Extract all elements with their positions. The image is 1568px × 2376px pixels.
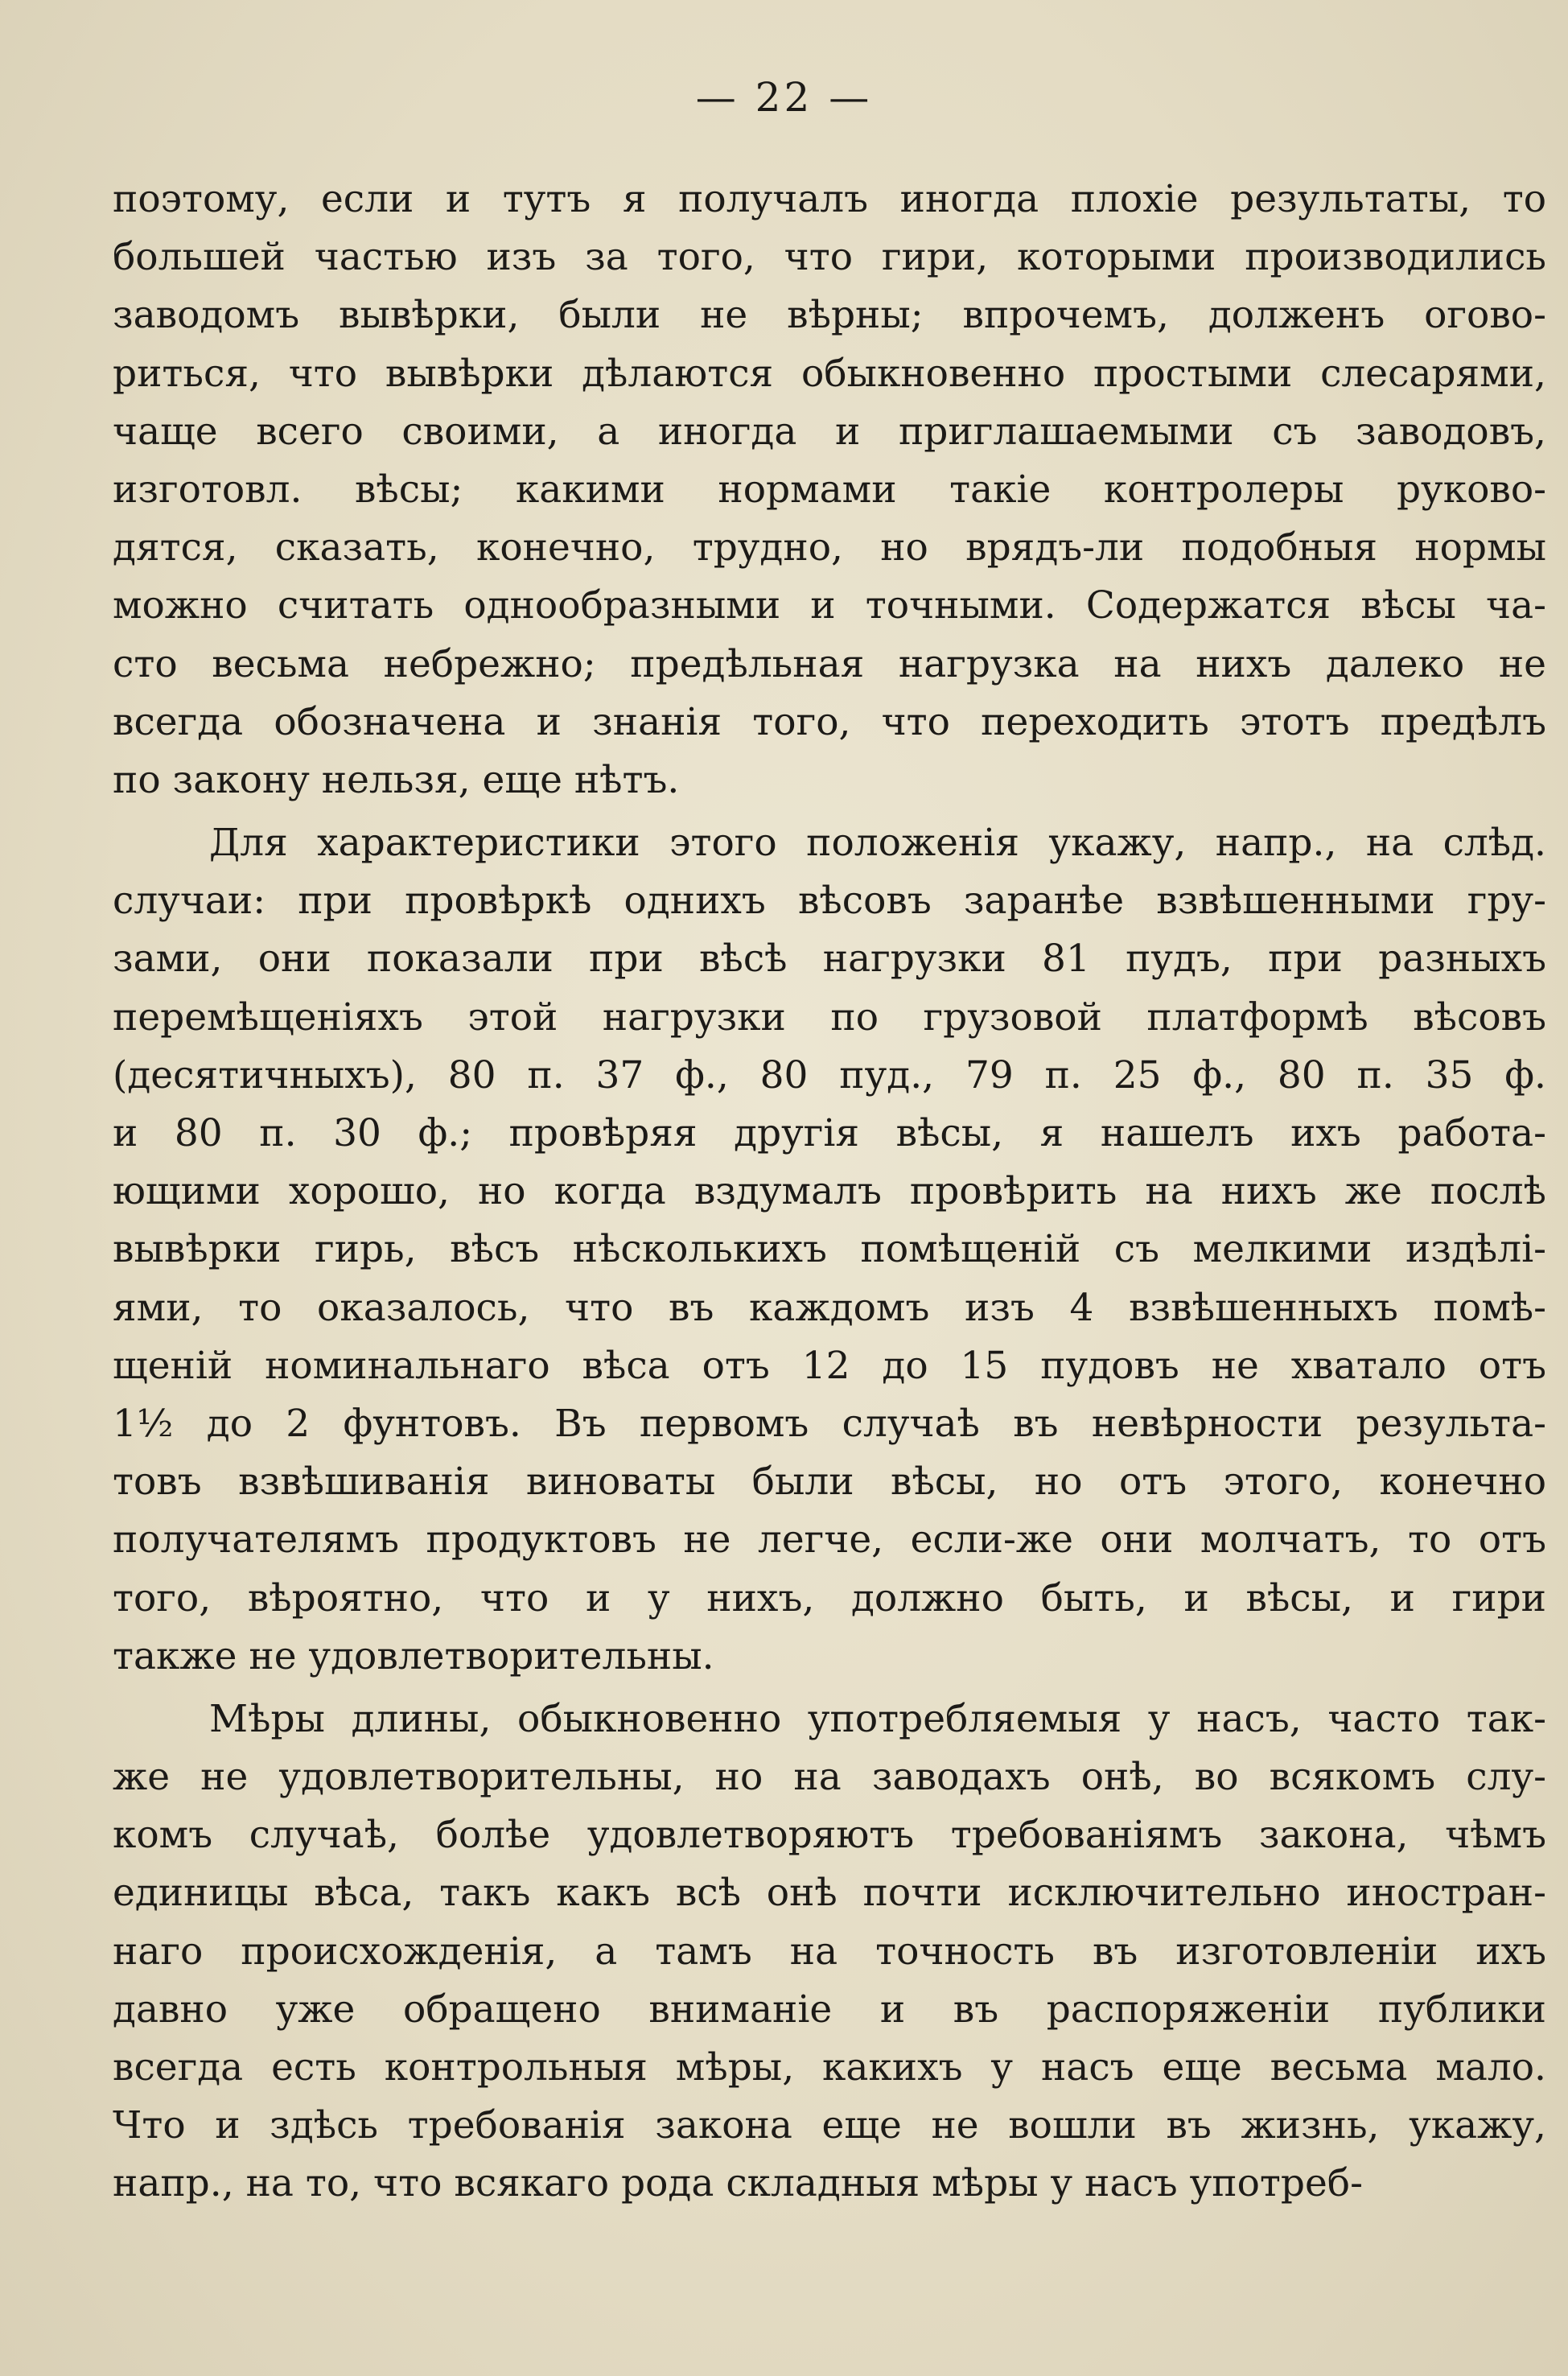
text-line: дятся, сказать, конечно, трудно, но врядъ-ли подобныя нормы — [113, 525, 1546, 570]
paragraph — [113, 1690, 1546, 2213]
text-line: товъ взвѣшиванія виноваты были вѣсы, но отъ этого, конечно — [113, 1460, 1546, 1505]
text-line: напр., на то, что всякаго рода складныя мѣры у насъ употреб- — [113, 2161, 1363, 2206]
text-line: случаи: при провѣркѣ однихъ вѣсовъ заранѣе взвѣшенными гру- — [113, 879, 1546, 924]
text-line: комъ случаѣ, болѣе удовлетворяютъ требованіямъ закона, чѣмъ — [113, 1813, 1546, 1858]
text-line: того, вѣроятно, что и у нихъ, должно быть, и вѣсы, и гири — [113, 1575, 1546, 1620]
text-line: зами, они показали при вѣсѣ нагрузки 81 пудъ, при разныхъ — [113, 937, 1546, 982]
text-line: можно считать однообразными и точными. Содержатся вѣсы ча- — [113, 583, 1546, 628]
text-line: чаще всего своими, а иногда и приглашаемыми съ заводовъ, — [113, 409, 1546, 454]
text-line: заводомъ вывѣрки, были не вѣрны; впрочемъ, долженъ огово- — [113, 293, 1546, 338]
paragraph — [113, 814, 1546, 1686]
text-line: (десятичныхъ), 80 п. 37 ф., 80 пуд., 79 п. 25 ф., 80 п. 35 ф. — [113, 1052, 1546, 1097]
text-line: изготовл. вѣсы; какими нормами такіе контролеры руково- — [113, 467, 1546, 512]
text-line: наго происхожденія, а тамъ на точность въ изготовленіи ихъ — [113, 1929, 1546, 1974]
text-line: также не удовлетворительны. — [113, 1633, 714, 1678]
text-line: Мѣры длины, обыкновенно употребляемыя у насъ, часто так- — [209, 1696, 1546, 1741]
text-line: риться, что вывѣрки дѣлаются обыкновенно простыми слесарями, — [113, 351, 1546, 396]
text-line: всегда обозначена и знанія того, что переходить этотъ предѣлъ — [113, 699, 1546, 744]
text-line: и 80 п. 30 ф.; провѣряя другія вѣсы, я нашелъ ихъ работа- — [113, 1111, 1546, 1155]
text-line: же не удовлетворительны, но на заводахъ онѣ, во всякомъ слу- — [113, 1755, 1546, 1800]
text-line: Что и здѣсь требованія закона еще не вошли въ жизнь, укажу, — [113, 2103, 1546, 2148]
paragraph — [113, 171, 1546, 809]
text-line: большей частью изъ за того, что гири, которыми производились — [113, 235, 1546, 280]
text-line: Для характеристики этого положенія укажу, напр., на слѣд. — [209, 821, 1546, 866]
text-line: получателямъ продуктовъ не легче, если-же они молчатъ, то отъ — [113, 1517, 1546, 1563]
text-line: поэтому, если и тутъ я получалъ иногда плохіе результаты, то — [113, 177, 1546, 221]
text-line: 1½ до 2 фунтовъ. Въ первомъ случаѣ въ невѣрности результа- — [113, 1401, 1546, 1446]
text-line: по закону нельзя, еще нѣтъ. — [113, 757, 680, 802]
text-line: ющими хорошо, но когда вздумалъ провѣрить на нихъ же послѣ — [113, 1169, 1546, 1214]
text-line: всегда есть контрольныя мѣры, какихъ у насъ еще весьма мало. — [113, 2045, 1546, 2090]
text-line: перемѣщеніяхъ этой нагрузки по грузовой платформѣ вѣсовъ — [113, 994, 1546, 1040]
body-text — [113, 171, 1546, 2213]
text-line: давно уже обращено вниманіе и въ распоряженіи публики — [113, 1987, 1546, 2032]
text-line: сто весьма небрежно; предѣльная нагрузка на нихъ далеко не — [113, 641, 1546, 686]
page-number: — 22 — — [695, 74, 873, 121]
text-line: ями, то оказалось, что въ каждомъ изъ 4 взвѣшенныхъ помѣ- — [113, 1285, 1546, 1330]
text-line: щеній номинальнаго вѣса отъ 12 до 15 пудовъ не хватало отъ — [113, 1343, 1546, 1388]
text-line: единицы вѣса, такъ какъ всѣ онѣ почти исключительно иностран- — [113, 1871, 1546, 1916]
text-line: вывѣрки гирь, вѣсъ нѣсколькихъ помѣщеній съ мелкими издѣлі- — [113, 1227, 1546, 1272]
